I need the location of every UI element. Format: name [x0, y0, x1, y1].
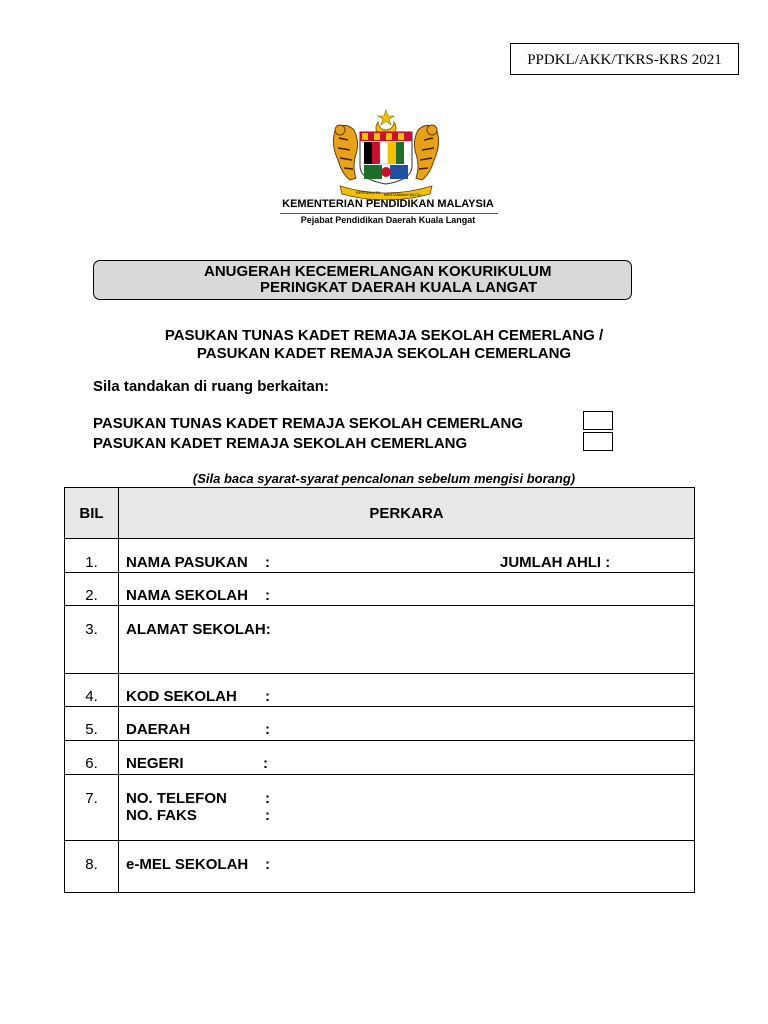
colon: :	[265, 587, 270, 604]
form-heading-line1: PASUKAN TUNAS KADET REMAJA SEKOLAH CEMERLANG /	[164, 327, 604, 344]
label-emel-sekolah: e-MEL SEKOLAH	[126, 856, 249, 873]
label-no-faks: NO. FAKS	[126, 807, 197, 824]
column-header-bil: BIL	[65, 488, 119, 539]
nomination-form-table	[64, 487, 695, 893]
negeri-input[interactable]	[279, 754, 679, 770]
table-row	[65, 606, 695, 674]
colon: :	[265, 554, 270, 571]
malaysia-coat-of-arms-icon	[326, 108, 446, 200]
jumlah-ahli-input[interactable]	[619, 553, 689, 569]
no-faks-input[interactable]	[279, 806, 679, 822]
row-number: 8.	[85, 856, 98, 873]
table-row	[65, 741, 695, 775]
table-row	[65, 573, 695, 606]
table-row	[65, 775, 695, 841]
table-row	[65, 707, 695, 741]
ministry-name: KEMENTERIAN PENDIDIKAN MALAYSIA	[282, 198, 494, 210]
label-nama-sekolah: NAMA SEKOLAH	[126, 587, 248, 604]
colon: :	[265, 721, 270, 738]
label-negeri: NEGERI	[126, 755, 184, 772]
row-number: 3.	[85, 621, 98, 638]
label-kod-sekolah: KOD SEKOLAH	[126, 688, 237, 705]
label-nama-pasukan: NAMA PASUKAN	[126, 554, 248, 571]
option-label-tunas-kadet: PASUKAN TUNAS KADET REMAJA SEKOLAH CEMERLANG	[93, 415, 524, 432]
checkbox-kadet[interactable]	[583, 432, 613, 451]
form-heading-line2: PASUKAN KADET REMAJA SEKOLAH CEMERLANG	[196, 345, 572, 362]
nama-sekolah-input[interactable]	[279, 586, 679, 602]
award-title-line2: PERINGKAT DAERAH KUALA LANGAT	[260, 279, 538, 296]
district-office-name: Pejabat Pendidikan Daerah Kuala Langat	[300, 215, 476, 225]
row-number: 4.	[85, 688, 98, 705]
award-title-box	[93, 260, 632, 300]
document-reference-code: PPDKL/AKK/TKRS-KRS 2021	[510, 43, 739, 75]
nama-pasukan-input[interactable]	[279, 553, 489, 569]
no-telefon-input[interactable]	[279, 789, 679, 805]
instruction-note: (Sila baca syarat-syarat pencalonan sebelum mengisi borang)	[192, 471, 576, 486]
colon: :	[265, 807, 270, 824]
table-row	[65, 539, 695, 573]
checkbox-tunas-kadet[interactable]	[583, 411, 613, 430]
header-divider	[280, 213, 498, 214]
label-daerah: DAERAH	[126, 721, 191, 738]
option-label-kadet: PASUKAN KADET REMAJA SEKOLAH CEMERLANG	[93, 435, 468, 452]
emel-sekolah-input[interactable]	[279, 855, 679, 871]
daerah-input[interactable]	[279, 720, 679, 736]
table-header-row	[65, 488, 695, 539]
label-alamat-sekolah: ALAMAT SEKOLAH:	[126, 621, 271, 638]
table-row	[65, 841, 695, 893]
alamat-sekolah-input[interactable]	[279, 620, 679, 636]
award-title-line1: ANUGERAH KECEMERLANGAN KOKURIKULUM	[204, 263, 552, 280]
column-header-perkara: PERKARA	[119, 488, 695, 539]
row-number: 6.	[85, 755, 98, 772]
colon: :	[265, 790, 270, 807]
instruction-text: Sila tandakan di ruang berkaitan:	[93, 378, 329, 395]
colon: :	[265, 688, 270, 705]
motto-right-text: BERTAMBAH MUTU	[384, 192, 422, 197]
label-jumlah-ahli: JUMLAH AHLI :	[500, 554, 611, 571]
row-number: 2.	[85, 587, 98, 604]
row-number: 5.	[85, 721, 98, 738]
colon: :	[265, 856, 270, 873]
motto-left-text: BERSEKUTU	[356, 190, 381, 195]
row-number: 1.	[85, 554, 98, 571]
label-no-telefon: NO. TELEFON	[126, 790, 227, 807]
kod-sekolah-input[interactable]	[279, 687, 679, 703]
row-number: 7.	[85, 790, 98, 807]
table-row	[65, 674, 695, 707]
colon: :	[263, 755, 268, 772]
